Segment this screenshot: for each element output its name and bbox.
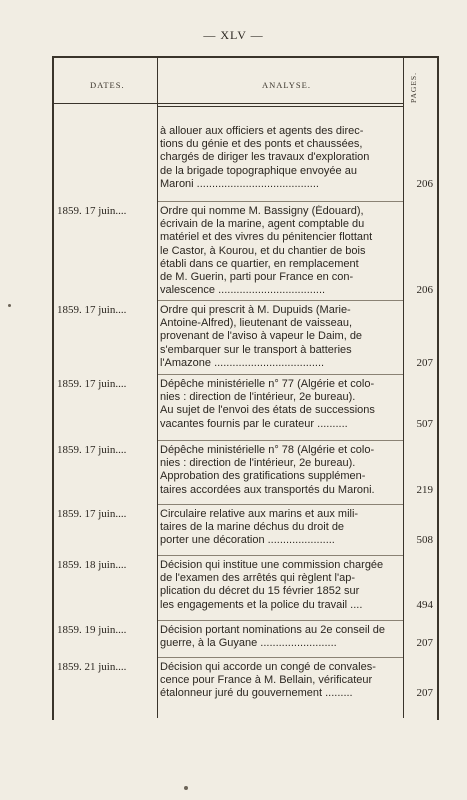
entry-analysis — [160, 205, 400, 297]
analysis-line: Au sujet de l'envoi des états de successions — [160, 404, 375, 417]
entry-date: 1859. 18 juin.... — [57, 559, 127, 571]
analysis-line: Antoine-Alfred), lieutenant de vaisseau, — [160, 317, 353, 330]
row-separator — [158, 657, 403, 658]
analysis-line: taires accordées aux transportés du Maroni. — [160, 483, 375, 496]
analysis-line: de M. Guerin, parti pour France en con- — [160, 271, 354, 284]
analysis-line: tions du génie et des ponts et chaussées, — [160, 138, 363, 151]
analysis-line: s'embarquer sur le transport à batteries — [160, 343, 352, 356]
entry-date: 1859. 17 juin.... — [57, 378, 127, 390]
analysis-line: le Castor, à Kourou, et du chantier de bois — [160, 244, 366, 257]
analysis-line: vacantes fournis par le curateur .......... — [160, 417, 348, 430]
page-number: — XLV — — [203, 28, 264, 42]
analysis-line: à allouer aux officiers et agents des direc- — [160, 125, 364, 137]
entry-page: 207 — [416, 637, 433, 650]
entry-page: 494 — [416, 598, 433, 611]
analysis-line: Dépêche ministérielle n° 78 (Algérie et colo- — [160, 444, 375, 456]
entry-analysis — [160, 125, 400, 191]
analysis-line: guerre, à la Guyane ......................... — [160, 637, 337, 650]
entry-date: 1859. 21 juin.... — [57, 661, 127, 673]
analysis-line: chargés de diriger les travaux d'exploration — [160, 151, 370, 164]
analysis-line: Maroni ........................................ — [160, 177, 319, 190]
row-separator — [158, 620, 403, 621]
analysis-line: de l'examen des arrêtés qui règlent l'ap- — [160, 572, 355, 585]
entry-date: 1859. 17 juin.... — [57, 444, 127, 456]
analysis-line: nies : direction de l'intérieur, 2e bureau). — [160, 391, 356, 404]
analysis-line: écrivain de la marine, agent comptable du — [160, 218, 365, 231]
analysis-line: Ordre qui nomme M. Bassigny (Édouard), — [160, 205, 364, 217]
entry-page: 206 — [416, 284, 433, 297]
analysis-line: Circulaire relative aux marins et aux mili- — [160, 508, 359, 520]
analysis-line: taires de la marine déchus du droit de — [160, 521, 345, 534]
analysis-line: nies : direction de l'intérieur, 2e bureau). — [160, 457, 356, 470]
analysis-line: l'Amazone .................................... — [160, 356, 325, 369]
analysis-line: Ordre qui prescrit à M. Dupuids (Marie- — [160, 304, 351, 316]
column-header-analyse: ANALYSE. — [262, 80, 311, 90]
row-separator — [158, 201, 403, 202]
analysis-line: porter une décoration ...................... — [160, 534, 335, 547]
entry-date: 1859. 17 juin.... — [57, 304, 127, 316]
analysis-line: valescence ................................... — [160, 284, 326, 297]
entry-page: 207 — [416, 687, 433, 700]
row-separator — [158, 440, 403, 441]
analysis-line: Approbation des gratifications supplémen- — [160, 470, 366, 483]
column-header-dates: DATES. — [90, 80, 125, 90]
entry-page: 219 — [416, 483, 433, 496]
entry-analysis — [160, 304, 400, 370]
analysis-line: de la brigade topographique envoyée au — [160, 164, 357, 177]
analysis-line: cence pour France à M. Bellain, vérificateur — [160, 674, 373, 687]
entry-analysis — [160, 508, 400, 548]
analysis-line: matériel et des vivres du pénitencier flottant — [160, 231, 373, 244]
header-rule-dates — [53, 103, 157, 104]
analysis-line: Décision qui institue une commission chargée — [160, 559, 384, 571]
paper-speck — [184, 786, 188, 790]
entry-page: 508 — [416, 534, 433, 547]
entry-page: 507 — [416, 417, 433, 430]
column-divider-pages — [403, 56, 404, 718]
entry-analysis — [160, 444, 400, 497]
row-separator — [158, 555, 403, 556]
analysis-line: Dépêche ministérielle n° 77 (Algérie et colo- — [160, 378, 375, 390]
analysis-line: Décision portant nominations au 2e conseil de — [160, 624, 386, 636]
entry-date: 1859. 17 juin.... — [57, 508, 127, 520]
entry-page: 206 — [416, 177, 433, 190]
analysis-line: établi dans ce quartier, en remplacement — [160, 257, 359, 270]
row-separator — [158, 504, 403, 505]
entry-analysis — [160, 661, 400, 701]
entry-analysis — [160, 624, 400, 650]
header-rule-analyse — [158, 103, 403, 104]
entry-page: 207 — [416, 356, 433, 369]
paper-speck — [8, 304, 11, 307]
entry-date: 1859. 17 juin.... — [57, 205, 127, 217]
entry-analysis — [160, 378, 400, 431]
analysis-line: provenant de l'aviso à vapeur le Daim, de — [160, 330, 363, 343]
analysis-line: plication du décret du 15 février 1852 sur — [160, 585, 360, 598]
column-header-pages: PAGES. — [409, 72, 418, 104]
row-separator — [158, 374, 403, 375]
analysis-line: Décision qui accorde un congé de convales- — [160, 661, 376, 673]
entry-analysis — [160, 559, 400, 612]
header-rule-analyse-double — [158, 106, 403, 107]
analysis-line: étalonneur juré du gouvernement ......... — [160, 687, 353, 700]
analysis-line: les engagements et la police du travail .... — [160, 598, 363, 611]
row-separator — [158, 300, 403, 301]
column-divider-dates — [157, 56, 158, 718]
entry-date: 1859. 19 juin.... — [57, 624, 127, 636]
